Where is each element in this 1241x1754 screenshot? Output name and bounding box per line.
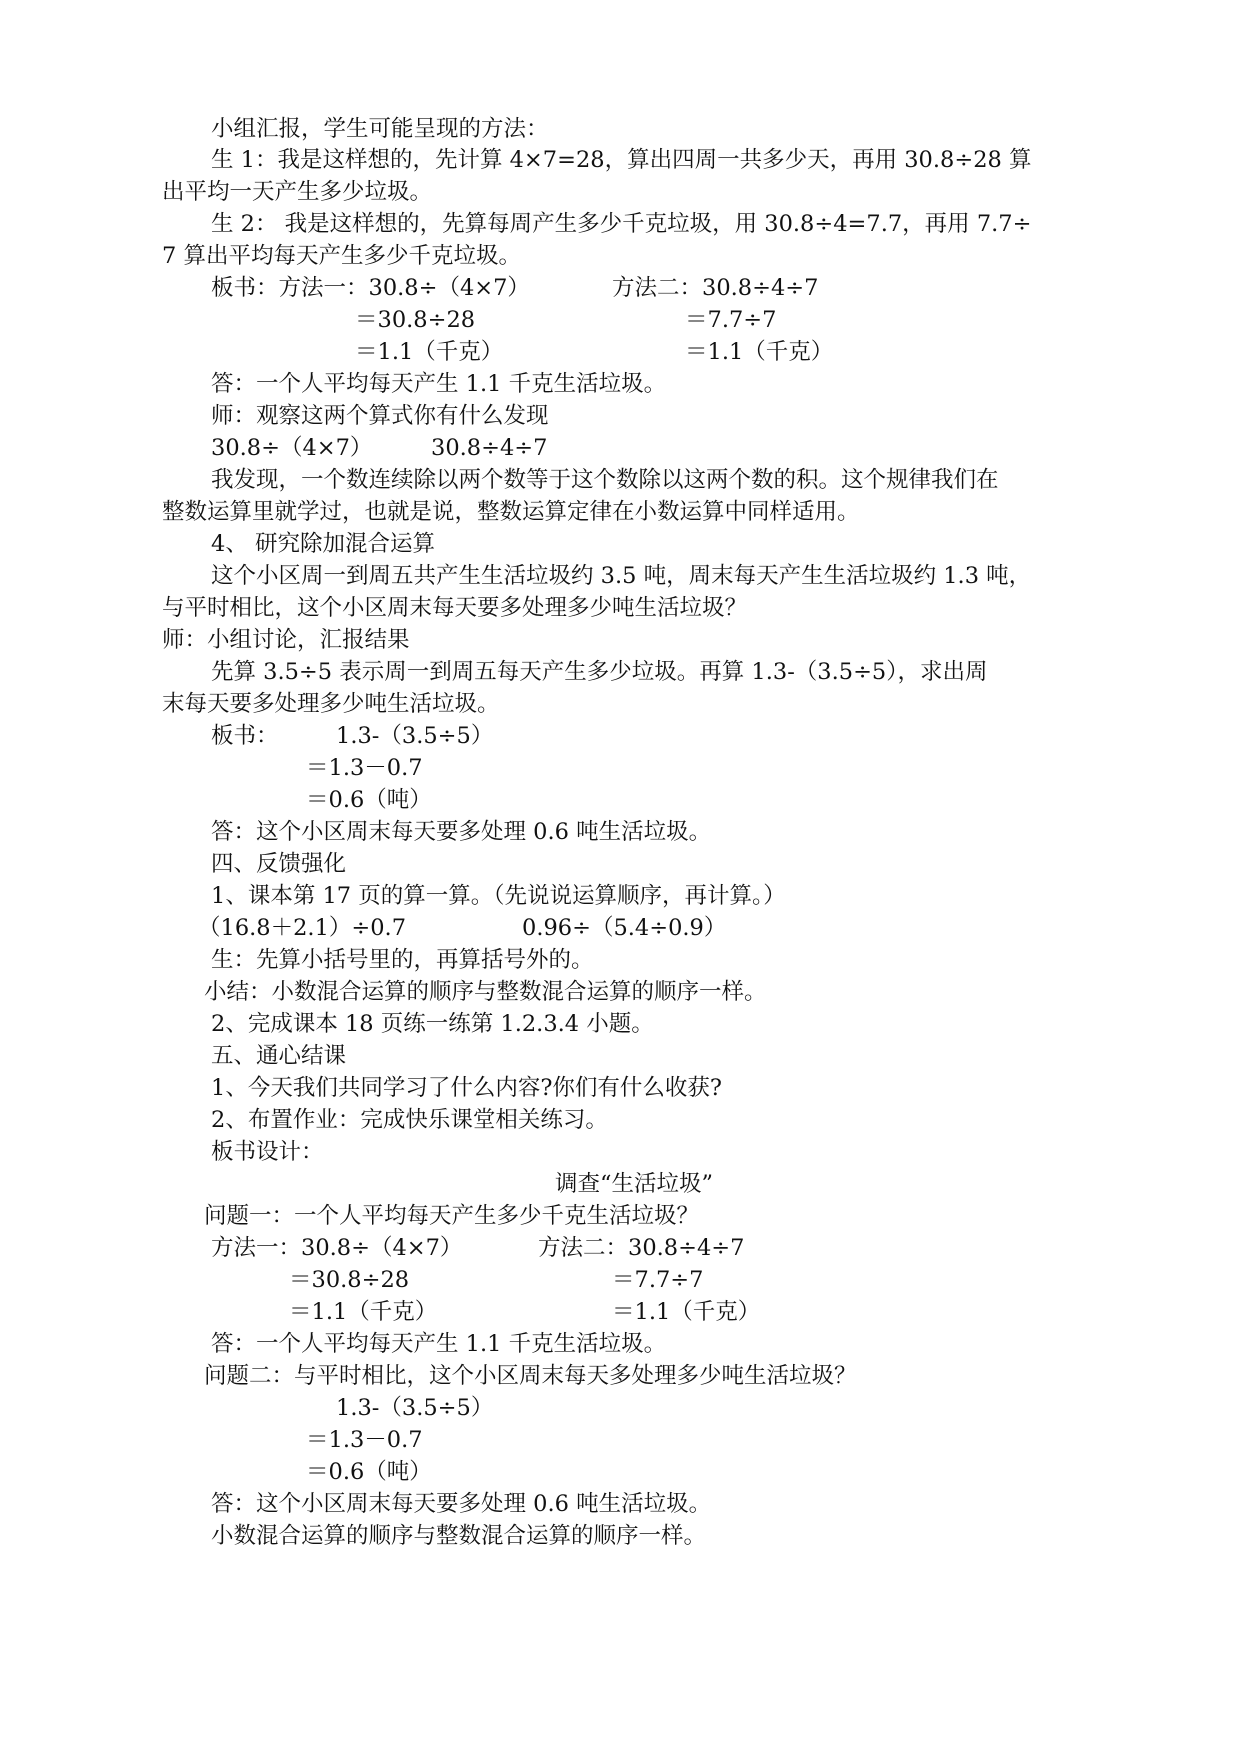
text-line: ＝7.7÷7 [685, 307, 777, 333]
text-line: 2、完成课本 18 页练一练第 1.2.3.4 小题。 [211, 1011, 654, 1037]
text-line: ＝1.3－0.7 [306, 1427, 423, 1453]
text-line: 师：小组讨论，汇报结果 [162, 627, 410, 653]
text-line: 先算 3.5÷5 表示周一到周五每天产生多少垃圾。再算 1.3-（3.5÷5），求出周 [211, 659, 988, 685]
text-line: 板书： [211, 723, 279, 749]
text-line: 0.96÷（5.4÷0.9） [522, 915, 727, 941]
text-line: 问题二：与平时相比，这个小区周末每天多处理多少吨生活垃圾？ [204, 1363, 857, 1389]
text-line: 4、 研究除加混合运算 [211, 531, 435, 557]
text-line: 师：观察这两个算式你有什么发现 [211, 403, 549, 429]
text-line: 板书设计： [211, 1139, 324, 1165]
text-line: 答：一个人平均每天产生 1.1 千克生活垃圾。 [211, 371, 667, 397]
text-line: 生 2： 我是这样想的，先算每周产生多少千克垃圾，用 30.8÷4=7.7，再用 7.7÷ [211, 211, 1032, 237]
text-line: （16.8＋2.1）÷0.7 [198, 915, 407, 941]
text-line: 小结：小数混合运算的顺序与整数混合运算的顺序一样。 [204, 979, 767, 1005]
text-line: ＝1.1（千克） [685, 339, 834, 365]
text-line: 这个小区周一到周五共产生生活垃圾约 3.5 吨，周末每天产生生活垃圾约 1.3 吨， [211, 563, 1032, 589]
text-line: ＝1.1（千克） [289, 1299, 438, 1325]
text-line: 末每天要多处理多少吨生活垃圾。 [162, 691, 500, 717]
text-line: 1、课本第 17 页的算一算。（先说说运算顺序，再计算。） [211, 883, 786, 909]
text-line: 出平均一天产生多少垃圾。 [162, 179, 433, 205]
text-line: 答：一个人平均每天产生 1.1 千克生活垃圾。 [211, 1331, 667, 1357]
text-line: ＝1.3－0.7 [306, 755, 423, 781]
text-line: 2、布置作业：完成快乐课堂相关练习。 [211, 1107, 608, 1133]
text-line: 生：先算小括号里的，再算括号外的。 [211, 947, 594, 973]
text-line: 小组汇报，学生可能呈现的方法： [211, 116, 549, 142]
text-line: ＝1.1（千克） [612, 1299, 761, 1325]
text-line: 30.8÷（4×7） [211, 435, 373, 461]
text-line: 1.3-（3.5÷5） [336, 723, 494, 749]
text-line: 方法二：30.8÷4÷7 [538, 1235, 745, 1261]
text-line: 调查“生活垃圾” [555, 1171, 714, 1197]
text-line: 生 1：我是这样想的，先计算 4×7=28，算出四周一共多少天，再用 30.8÷28 算 [211, 147, 1032, 173]
text-line: 1、今天我们共同学习了什么内容?你们有什么收获? [211, 1075, 722, 1101]
text-line: ＝7.7÷7 [612, 1267, 704, 1293]
text-line: 小数混合运算的顺序与整数混合运算的顺序一样。 [211, 1523, 707, 1549]
text-line: 方法二：30.8÷4÷7 [612, 275, 819, 301]
text-line: 四、反馈强化 [211, 851, 347, 877]
text-line: 答：这个小区周末每天要多处理 0.6 吨生活垃圾。 [211, 819, 712, 845]
text-line: 与平时相比，这个小区周末每天要多处理多少吨生活垃圾？ [162, 595, 748, 621]
text-line: 我发现，一个数连续除以两个数等于这个数除以这两个数的积。这个规律我们在 [211, 467, 999, 493]
text-line: 7 算出平均每天产生多少千克垃圾。 [162, 243, 521, 269]
text-line: 板书：方法一：30.8÷（4×7） [211, 275, 530, 301]
text-line: ＝30.8÷28 [289, 1267, 410, 1293]
text-line: ＝1.1（千克） [355, 339, 504, 365]
text-line: 30.8÷4÷7 [431, 435, 548, 461]
text-line: 方法一：30.8÷（4×7） [211, 1235, 463, 1261]
text-line: ＝0.6（吨） [306, 787, 432, 813]
text-line: 五、通心结课 [211, 1043, 347, 1069]
text-line: 整数运算里就学过，也就是说，整数运算定律在小数运算中同样适用。 [162, 499, 860, 525]
text-line: 1.3-（3.5÷5） [336, 1395, 494, 1421]
text-line: ＝30.8÷28 [355, 307, 476, 333]
text-line: ＝0.6（吨） [306, 1459, 432, 1485]
text-line: 答：这个小区周末每天要多处理 0.6 吨生活垃圾。 [211, 1491, 712, 1517]
text-line: 问题一：一个人平均每天产生多少千克生活垃圾？ [204, 1203, 700, 1229]
